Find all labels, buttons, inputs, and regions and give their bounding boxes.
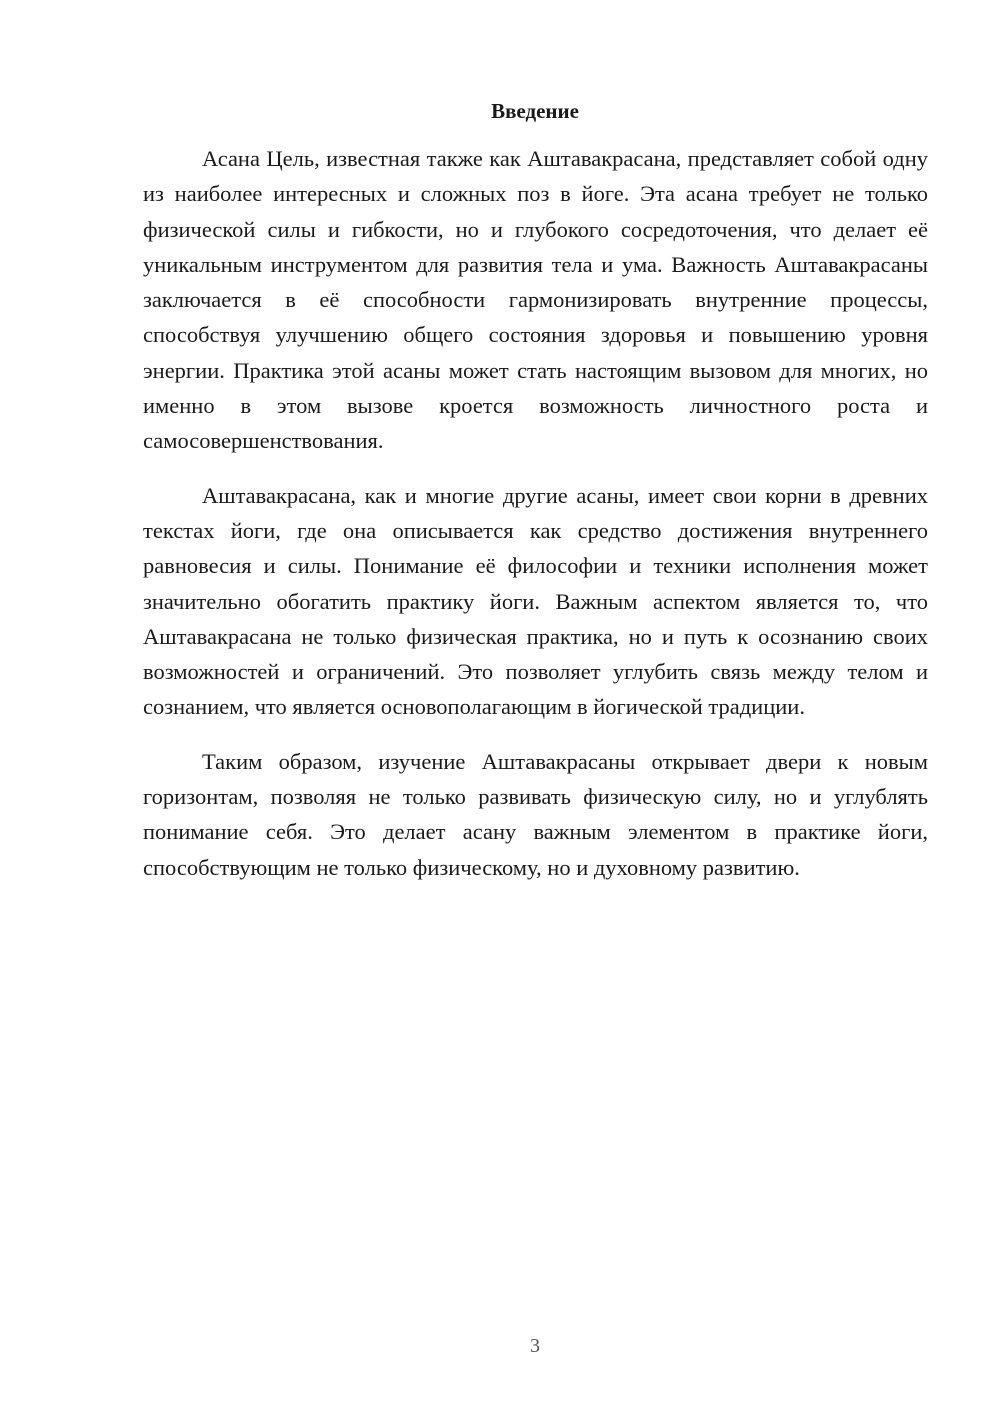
page-number: 3 (530, 1335, 540, 1357)
paragraph-1: Асана Цель, известная также как Аштавакрасана, представляет собой одну из наиболее интересных и сложных поз в йоге. Эта асана требует не только физической силы и гибкости, но и глубокого сосредоточения, что делает её уникальным инструментом для развития тела и ума. Важность Аштавакрасаны заключается в её способности гармонизировать внутренние процессы, способствуя улучшению общего состояния здоровья и повышению уровня энергии. Практика этой асаны может стать настоящим вызовом для многих, но именно в этом вызове кроется возможность личностного роста и самосовершенствования. (143, 146, 928, 454)
paragraph-2: Аштавакрасана, как и многие другие асаны, имеет свои корни в древних текстах йоги, где она описывается как средство достижения внутреннего равновесия и силы. Понимание её философии и техники исполнения может значительно обогатить практику йоги. Важным аспектом является то, что Аштавакрасана не только физическая практика, но и путь к осознанию своих возможностей и ограничений. Это позволяет углубить связь между телом и сознанием, что является основополагающим в йогической традиции. (143, 482, 928, 720)
section-heading: Введение (491, 99, 579, 123)
paragraph-3: Таким образом, изучение Аштавакрасаны открывает двери к новым горизонтам, позволяя не только развивать физическую силу, но и углублять понимание себя. Это делает асану важным элементом в практике йоги, способствующим не только физическому, но и духовному развитию. (143, 748, 928, 880)
body-text (143, 141, 928, 904)
